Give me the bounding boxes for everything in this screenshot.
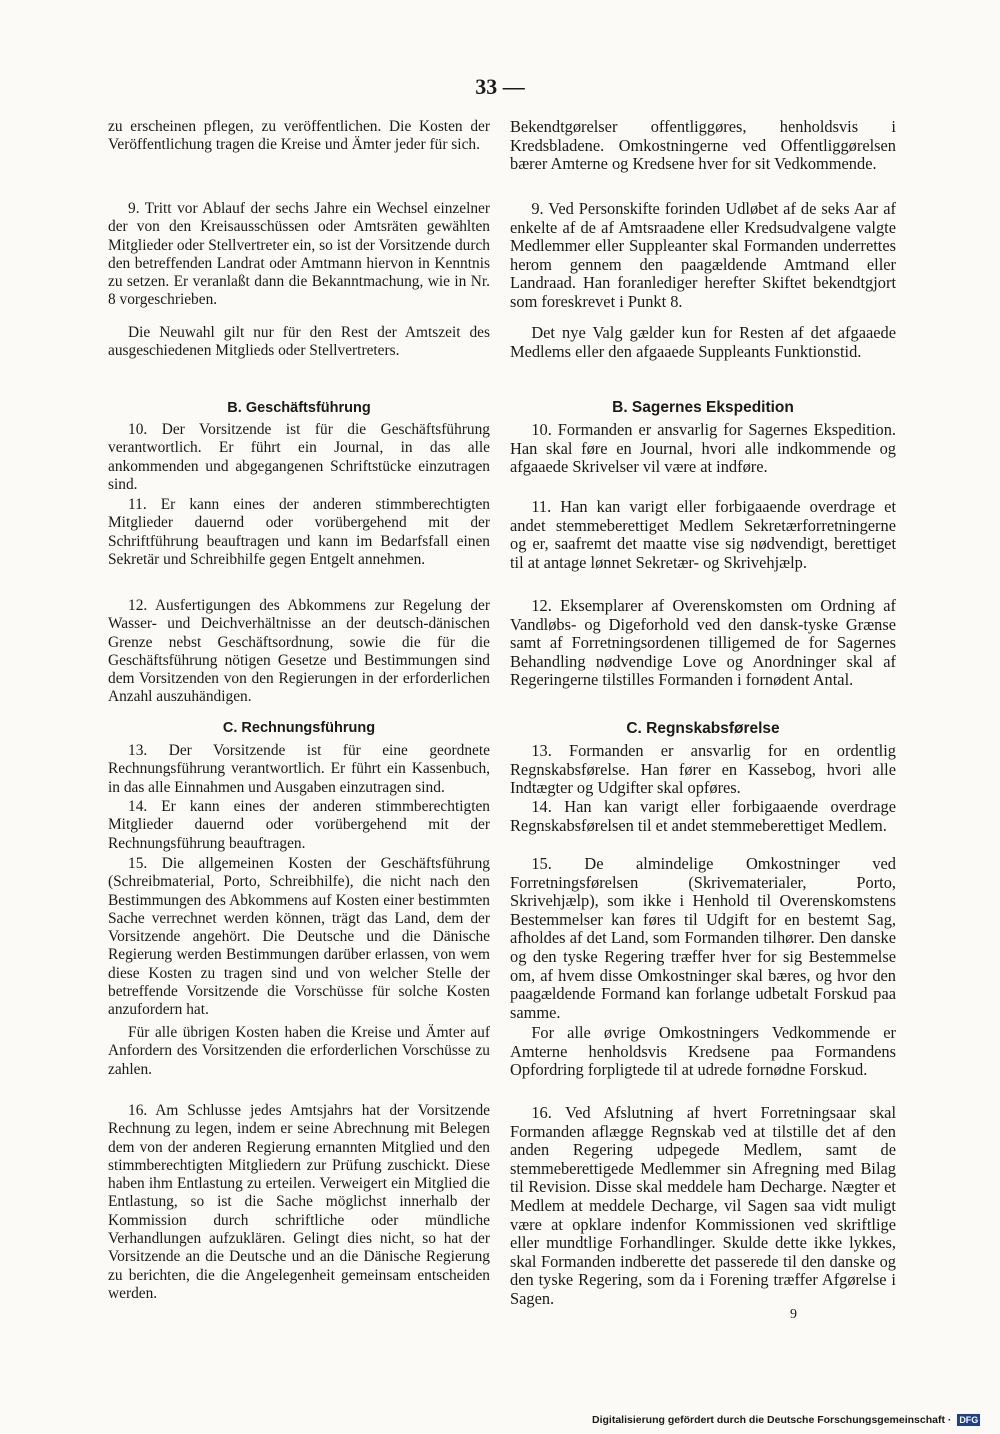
danish-section-9-continued: Det nye Valg gælder kun for Resten af det afgaaede Medlems eller den afgaaede Suppleants Funktionstid. [510,323,896,361]
german-section-9-continued: Die Neuwahl gilt nur für den Rest der Amtszeit des ausgeschiedenen Mitglieds oder Stellvertreters. [108,324,490,360]
danish-section-16: 16. Ved Afslutning af hvert Forretningsaar skal Formanden aflægge Regnskab ved at tilstille det af den anden Regering udpegede Medlem, samt de stemmeberettigede Medlemmer sin Afregning med Bilag til Revision. Disse skal meddele ham Decharge. Nægter et Medlem at meddele Decharge, vil Sagen saa vidt muligt være at opklare indenfor Kommissionen ved skriftlige eller mundtlige Forhandlinger. Skulde dette ikke lykkes, skal Formanden indberette det passerede til den danske og den tyske Regering, som da i Forening træffer Afgørelse i Sagen. [510,1103,896,1308]
german-section-14: 14. Er kann eines der anderen stimmberechtigten Mitglieder dauernd oder vorübergehend mit der Rechnungsführung beauftragen. [108,798,490,852]
page-number: 33 — [475,74,525,99]
digitization-credit [592,1414,980,1426]
danish-heading-c: C. Regnskabsførelse [626,720,780,737]
danish-section-15-continued: For alle øvrige Omkostningers Vedkommende er Amterne henholdsvis Kredsene paa Formandens Opfordring forpligtede til at udrede fornødne Forskud. [510,1023,896,1080]
danish-section-12: 12. Eksemplarer af Overenskomsten om Ordning af Vandløbs- og Digeforhold ved den dansk-tyske Grænse samt af Forretningsordenen tilligemed de for Sagernes Behandling nødvendige Love og Anordninger skal af Regeringerne tilstilles Formanden i fornødent Antal. [510,596,896,690]
german-section-12: 12. Ausfertigungen des Abkommens zur Regelung der Wasser- und Deichverhältnisse an der deutsch-dänischen Grenze nebst Geschäftsordnung, sowie die für die Geschäftsführung nötigen Gesetze und Bestimmungen sind dem Vorsitzenden von den Regierungen in der erforderlichen Anzahl auszuhändigen. [108,597,490,706]
german-section-10: 10. Der Vorsitzende ist für die Geschäftsführung verantwortlich. Er führt ein Journal, in das alle ankommenden und abgegangenen Schriftstücke einzutragen sind. [108,421,490,493]
dfg-logo: DFG [959,1415,979,1426]
german-section-9: 9. Tritt vor Ablauf der sechs Jahre ein Wechsel einzelner der von den Kreisausschüssen oder Amtsräten gewählten Mitglieder oder Stellvertreter ein, so ist der Vorsitzende durch den betreffenden Landrat oder Amtmann hiervon in Kenntnis zu setzen. Er veranlaßt dann die Bekanntmachung, wie in Nr. 8 vorgeschrieben. [108,200,490,309]
danish-section-11: 11. Han kan varigt eller forbigaaende overdrage et andet stemmeberettiget Medlem Sekretærforretningerne og er, saafremt det maatte vise sig nødvendigt, berettiget til at antage lønnet Sekretær- og Skrivehjælp. [510,497,896,572]
credit-text: Digitalisierung gefördert durch die Deutsche Forschungsgemeinschaft · [592,1414,952,1426]
german-section-13: 13. Der Vorsitzende ist für eine geordnete Rechnungsführung verantwortlich. Er führt ein Kassenbuch, in das alle Einnahmen und Ausgaben einzutragen sind. [108,742,490,796]
german-section-15-continued: Für alle übrigen Kosten haben die Kreise und Ämter auf Anfordern des Vorsitzenden die erforderlichen Vorschüsse zu zahlen. [108,1024,490,1078]
danish-intro: Bekendtgørelser offentliggøres, henholdsvis i Kredsbladene. Omkostningerne ved Offentliggørelsen bærer Amterne og Kredsene hver for sit Vedkommende. [510,117,896,174]
german-heading-c: C. Rechnungsführung [222,720,376,736]
danish-heading-b: B. Sagernes Ekspedition [612,399,794,416]
german-section-11: 11. Er kann eines der anderen stimmberechtigten Mitglieder dauernd oder vorübergehend mit der Schriftführung beauftragen und kann im Bedarfsfall einen Sekretär und Schreibhilfe gegen Entgelt annehmen. [108,496,490,568]
german-section-15: 15. Die allgemeinen Kosten der Geschäftsführung (Schreibmaterial, Porto, Schreibhilfe), die nicht nach den Bestimmungen des Abkommens auf Kosten einer bestimmten Sache verrechnet werden können, trägt das Land, dem der Vorsitzende angehört. Die Deutsche und die Dänische Regierung werden Bestimmungen darüber erlassen, von wem diese Kosten zu tragen sind und von welcher Stelle der betreffende Vorsitzende die Vorschüsse für solche Kosten anzufordern hat. [108,855,490,1019]
danish-section-9: 9. Ved Personskifte forinden Udløbet af de seks Aar af enkelte af de af Amtsraadene eller Kredsudvalgene valgte Medlemmer eller Suppleanter skal Formanden underrettes herom gennem den paagældende Amtmand eller Landraad. Han foranlediger herefter Skiftet bekendtgjort som foreskrevet i Punkt 8. [510,199,896,311]
danish-section-10: 10. Formanden er ansvarlig for Sagernes Ekspedition. Han skal føre en Journal, hvori alle indkommende og afgaaede Skrivelser vil være at indføre. [510,420,896,477]
german-intro: zu erscheinen pflegen, zu veröffentlichen. Die Kosten der Veröffentlichung tragen die Kreise und Ämter jeder für sich. [108,118,490,154]
german-heading-b: B. Geschäftsführung [227,400,371,416]
footer-page-number: 9 [790,1307,797,1322]
german-section-16: 16. Am Schlusse jedes Amtsjahrs hat der Vorsitzende Rechnung zu legen, indem er seine Abrechnung mit Belegen dem von der anderen Regierung ernannten Mitglied und den stimmberechtigten Mitgliedern zur Prüfung zuschickt. Diese haben ihm Entlastung zu erteilen. Verweigert ein Mitglied die Entlastung, so ist die Sache möglichst innerhalb der Kommission durch schriftliche oder mündliche Verhandlungen aufzuklären. Gelingt dies nicht, so hat der Vorsitzende an die Deutsche und an die Dänische Regierung zu berichten, die die Angelegenheit gemeinsam entscheiden werden. [108,1102,490,1302]
danish-section-15: 15. De almindelige Omkostninger ved Forretningsførelsen (Skrivematerialer, Porto, Skrivehjælp), som ikke i Henhold til Overenskomstens Bestemmelser kan føres til Udgift for en bestemt Sag, afholdes af det Land, som Formanden tilhører. Den danske og den tyske Regering træffer hver for sig Bestemmelse om, af hvem disse Omkostninger skal bæres, og hvor den paagældende Formand kan forlange udbetalt Forskud paa samme. [510,854,896,1022]
danish-section-13: 13. Formanden er ansvarlig for en ordentlig Regnskabsførelse. Han fører en Kassebog, hvori alle Indtægter og Udgifter skal opføres. [510,741,896,798]
danish-section-14: 14. Han kan varigt eller forbigaaende overdrage Regnskabsførelsen til et andet stemmeberettiget Medlem. [510,797,896,835]
